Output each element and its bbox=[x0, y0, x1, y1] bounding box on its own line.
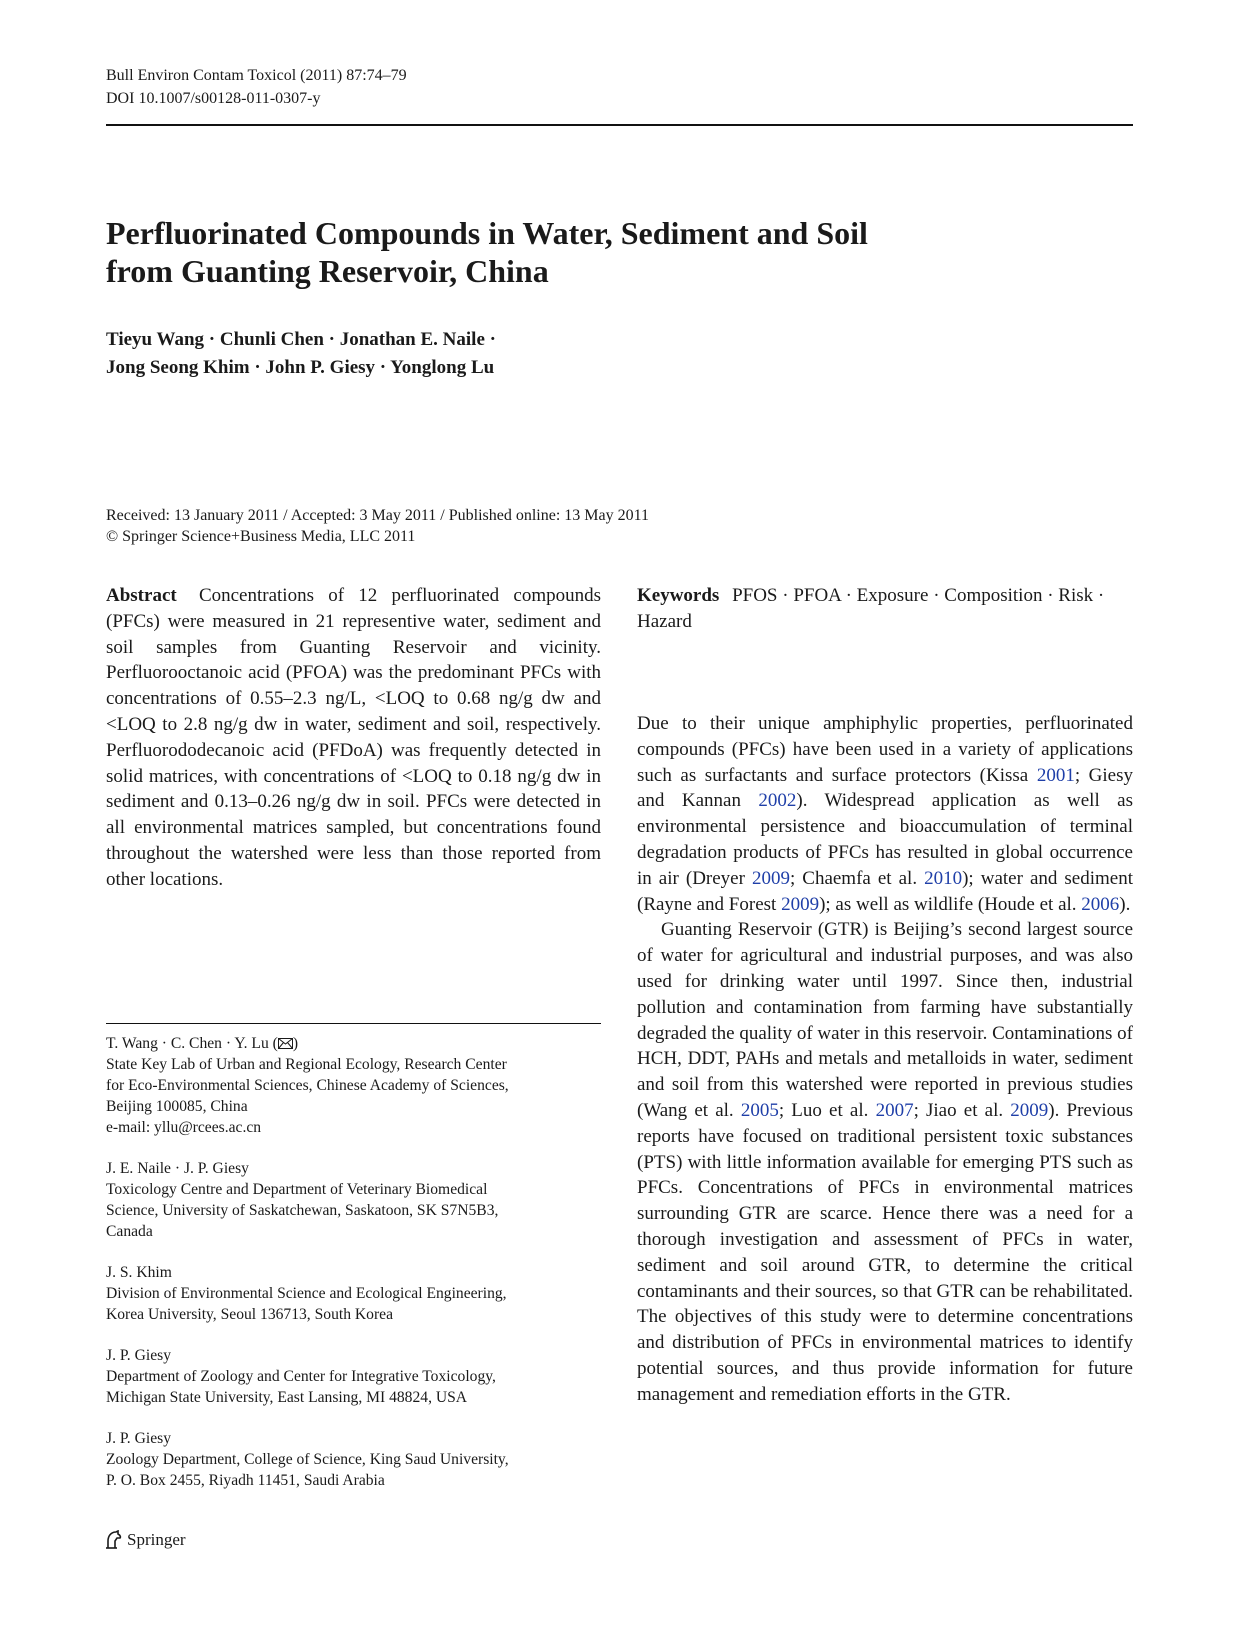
springer-horse-icon bbox=[104, 1530, 122, 1550]
article-title bbox=[106, 214, 1066, 290]
citation-link[interactable]: 2006 bbox=[1081, 893, 1120, 915]
title-line-1: Perfluorinated Compounds in Water, Sediment and Soil bbox=[106, 215, 868, 251]
affiliation-authors: J. P. Giesy bbox=[106, 1347, 171, 1364]
keywords-heading: Keywords bbox=[637, 585, 720, 606]
intro-paragraph-2: Guanting Reservoir (GTR) is Beijing’s second largest source of water for agricultural and industrial purposes, and was also used for drinking water until 1997. Since then, industrial pollution and contamination from farming have substantially degraded the quality of water in this reservoir. Contaminations of HCH, DDT, PAHs and metals and metalloids in water, sediment and soil from this watershed were reported in previous studies (Wang et al. 2005; Luo et al. 2007; Jiao et al. 2009). Previous reports have focused on traditional persistent toxic substances (PTS) with little information available for emerging PTS such as PFCs. Concentrations of PFCs in environmental matrices surrounding GTR are scarce. Hence there was a need for a thorough investigation and assessment of PFCs in water, sediment and soil around GTR, to determine the critical contaminants and their sources, so that GTR can be rehabilitated. The objectives of this study were to determine concentrations and distribution of PFCs in environmental matrices to identify potential sources, and thus provide information for future management and remediation efforts in the GTR. bbox=[637, 919, 1134, 1405]
keywords-text: PFOS · PFOA · Exposure · Composition · Risk · Hazard bbox=[637, 585, 1105, 632]
affiliation-authors: T. Wang · C. Chen · Y. Lu ( ) bbox=[106, 1035, 299, 1052]
header-rule bbox=[106, 124, 1133, 126]
citation-link[interactable]: 2009 bbox=[751, 867, 790, 889]
affiliation-3 bbox=[106, 1262, 601, 1325]
affiliation-4 bbox=[106, 1345, 601, 1408]
affiliation-line: State Key Lab of Urban and Regional Ecology, Research Center bbox=[106, 1056, 507, 1073]
authors-line-1: Tieyu Wang · Chunli Chen · Jonathan E. Naile · bbox=[106, 329, 496, 350]
doi: DOI 10.1007/s00128-011-0307-y bbox=[106, 90, 321, 107]
affiliations bbox=[106, 1033, 601, 1511]
author-list bbox=[106, 326, 806, 382]
affiliation-authors: J. S. Khim bbox=[106, 1264, 172, 1281]
affiliation-email[interactable]: e-mail: yllu@rcees.ac.cn bbox=[106, 1119, 262, 1136]
affiliation-line: Zoology Department, College of Science, King Saud University, bbox=[106, 1451, 509, 1468]
affiliation-line: P. O. Box 2455, Riyadh 11451, Saudi Arabia bbox=[106, 1472, 385, 1489]
citation-link[interactable]: 2007 bbox=[875, 1099, 914, 1121]
publisher-name: Springer bbox=[127, 1530, 186, 1549]
journal-citation: Bull Environ Contam Toxicol (2011) 87:74–79 bbox=[106, 67, 407, 84]
citation-link[interactable]: 2009 bbox=[781, 893, 820, 915]
affiliation-line: Science, University of Saskatchewan, Saskatoon, SK S7N5B3, bbox=[106, 1202, 499, 1219]
abstract bbox=[106, 583, 601, 893]
affiliation-line: Korea University, Seoul 136713, South Korea bbox=[106, 1306, 393, 1323]
affiliation-line: Michigan State University, East Lansing, MI 48824, USA bbox=[106, 1389, 468, 1406]
citation-link[interactable]: 2002 bbox=[758, 790, 797, 812]
citation-link[interactable]: 2010 bbox=[924, 867, 963, 889]
affiliation-authors: J. E. Naile · J. P. Giesy bbox=[106, 1160, 249, 1177]
affiliation-authors: J. P. Giesy bbox=[106, 1430, 171, 1447]
history-dates: Received: 13 January 2011 / Accepted: 3 May 2011 / Published online: 13 May 2011 bbox=[106, 507, 650, 524]
publisher-logo bbox=[104, 1530, 186, 1550]
citation-link[interactable]: 2009 bbox=[1010, 1099, 1049, 1121]
title-line-2: from Guanting Reservoir, China bbox=[106, 253, 549, 289]
intro-paragraph-1: Due to their unique amphiphylic properties, perfluorinated compounds (PFCs) have been used in a variety of applications such as surfactants and surface protectors (Kissa 2001; Giesy and Kannan 2002). Widespread application as well as environmental persistence and bioaccumulation of terminal degradation products of PFCs has resulted in global occurrence in air (Dreyer 2009; Chaemfa et al. 2010); water and sediment (Rayne and Forest 2009); as well as wildlife (Houde et al. 2006). bbox=[637, 713, 1133, 915]
envelope-icon bbox=[278, 1038, 293, 1049]
keywords bbox=[637, 583, 1133, 635]
affiliation-line: for Eco-Environmental Sciences, Chinese Academy of Sciences, bbox=[106, 1077, 509, 1094]
citation-link[interactable]: 2005 bbox=[740, 1099, 779, 1121]
copyright: © Springer Science+Business Media, LLC 2011 bbox=[106, 528, 416, 545]
affiliation-line: Division of Environmental Science and Ecological Engineering, bbox=[106, 1285, 507, 1302]
citation-link[interactable]: 2001 bbox=[1036, 764, 1075, 786]
abstract-heading: Abstract bbox=[106, 585, 177, 606]
affiliation-line: Beijing 100085, China bbox=[106, 1098, 248, 1115]
affiliation-line: Department of Zoology and Center for Integrative Toxicology, bbox=[106, 1368, 496, 1385]
affiliation-1 bbox=[106, 1033, 601, 1138]
publication-dates bbox=[106, 505, 1006, 547]
journal-header bbox=[106, 64, 407, 110]
affiliation-rule bbox=[106, 1023, 601, 1024]
abstract-text: Concentrations of 12 perfluorinated compounds (PFCs) were measured in 21 representive water, sediment and soil samples from Guanting Reservoir and vicinity. Perfluorooctanoic acid (PFOA) was the predominant PFCs with concentrations of 0.55–2.3 ng/L, <LOQ to 0.68 ng/g dw and <LOQ to 2.8 ng/g dw in water, sediment and soil, respectively. Perfluorododecanoic acid (PFDoA) was frequently detected in solid matrices, with concentrations of <LOQ to 0.18 ng/g dw in sediment and 0.13–0.26 ng/g dw in soil. PFCs were detected in all environmental matrices sampled, but concentrations found throughout the watershed were less than those reported from other locations. bbox=[106, 585, 601, 890]
affiliation-line: Canada bbox=[106, 1223, 153, 1240]
affiliation-5 bbox=[106, 1428, 601, 1491]
introduction bbox=[637, 711, 1133, 1408]
affiliation-2 bbox=[106, 1158, 601, 1242]
authors-line-2: Jong Seong Khim · John P. Giesy · Yonglong Lu bbox=[106, 357, 495, 378]
affiliation-line: Toxicology Centre and Department of Veterinary Biomedical bbox=[106, 1181, 488, 1198]
